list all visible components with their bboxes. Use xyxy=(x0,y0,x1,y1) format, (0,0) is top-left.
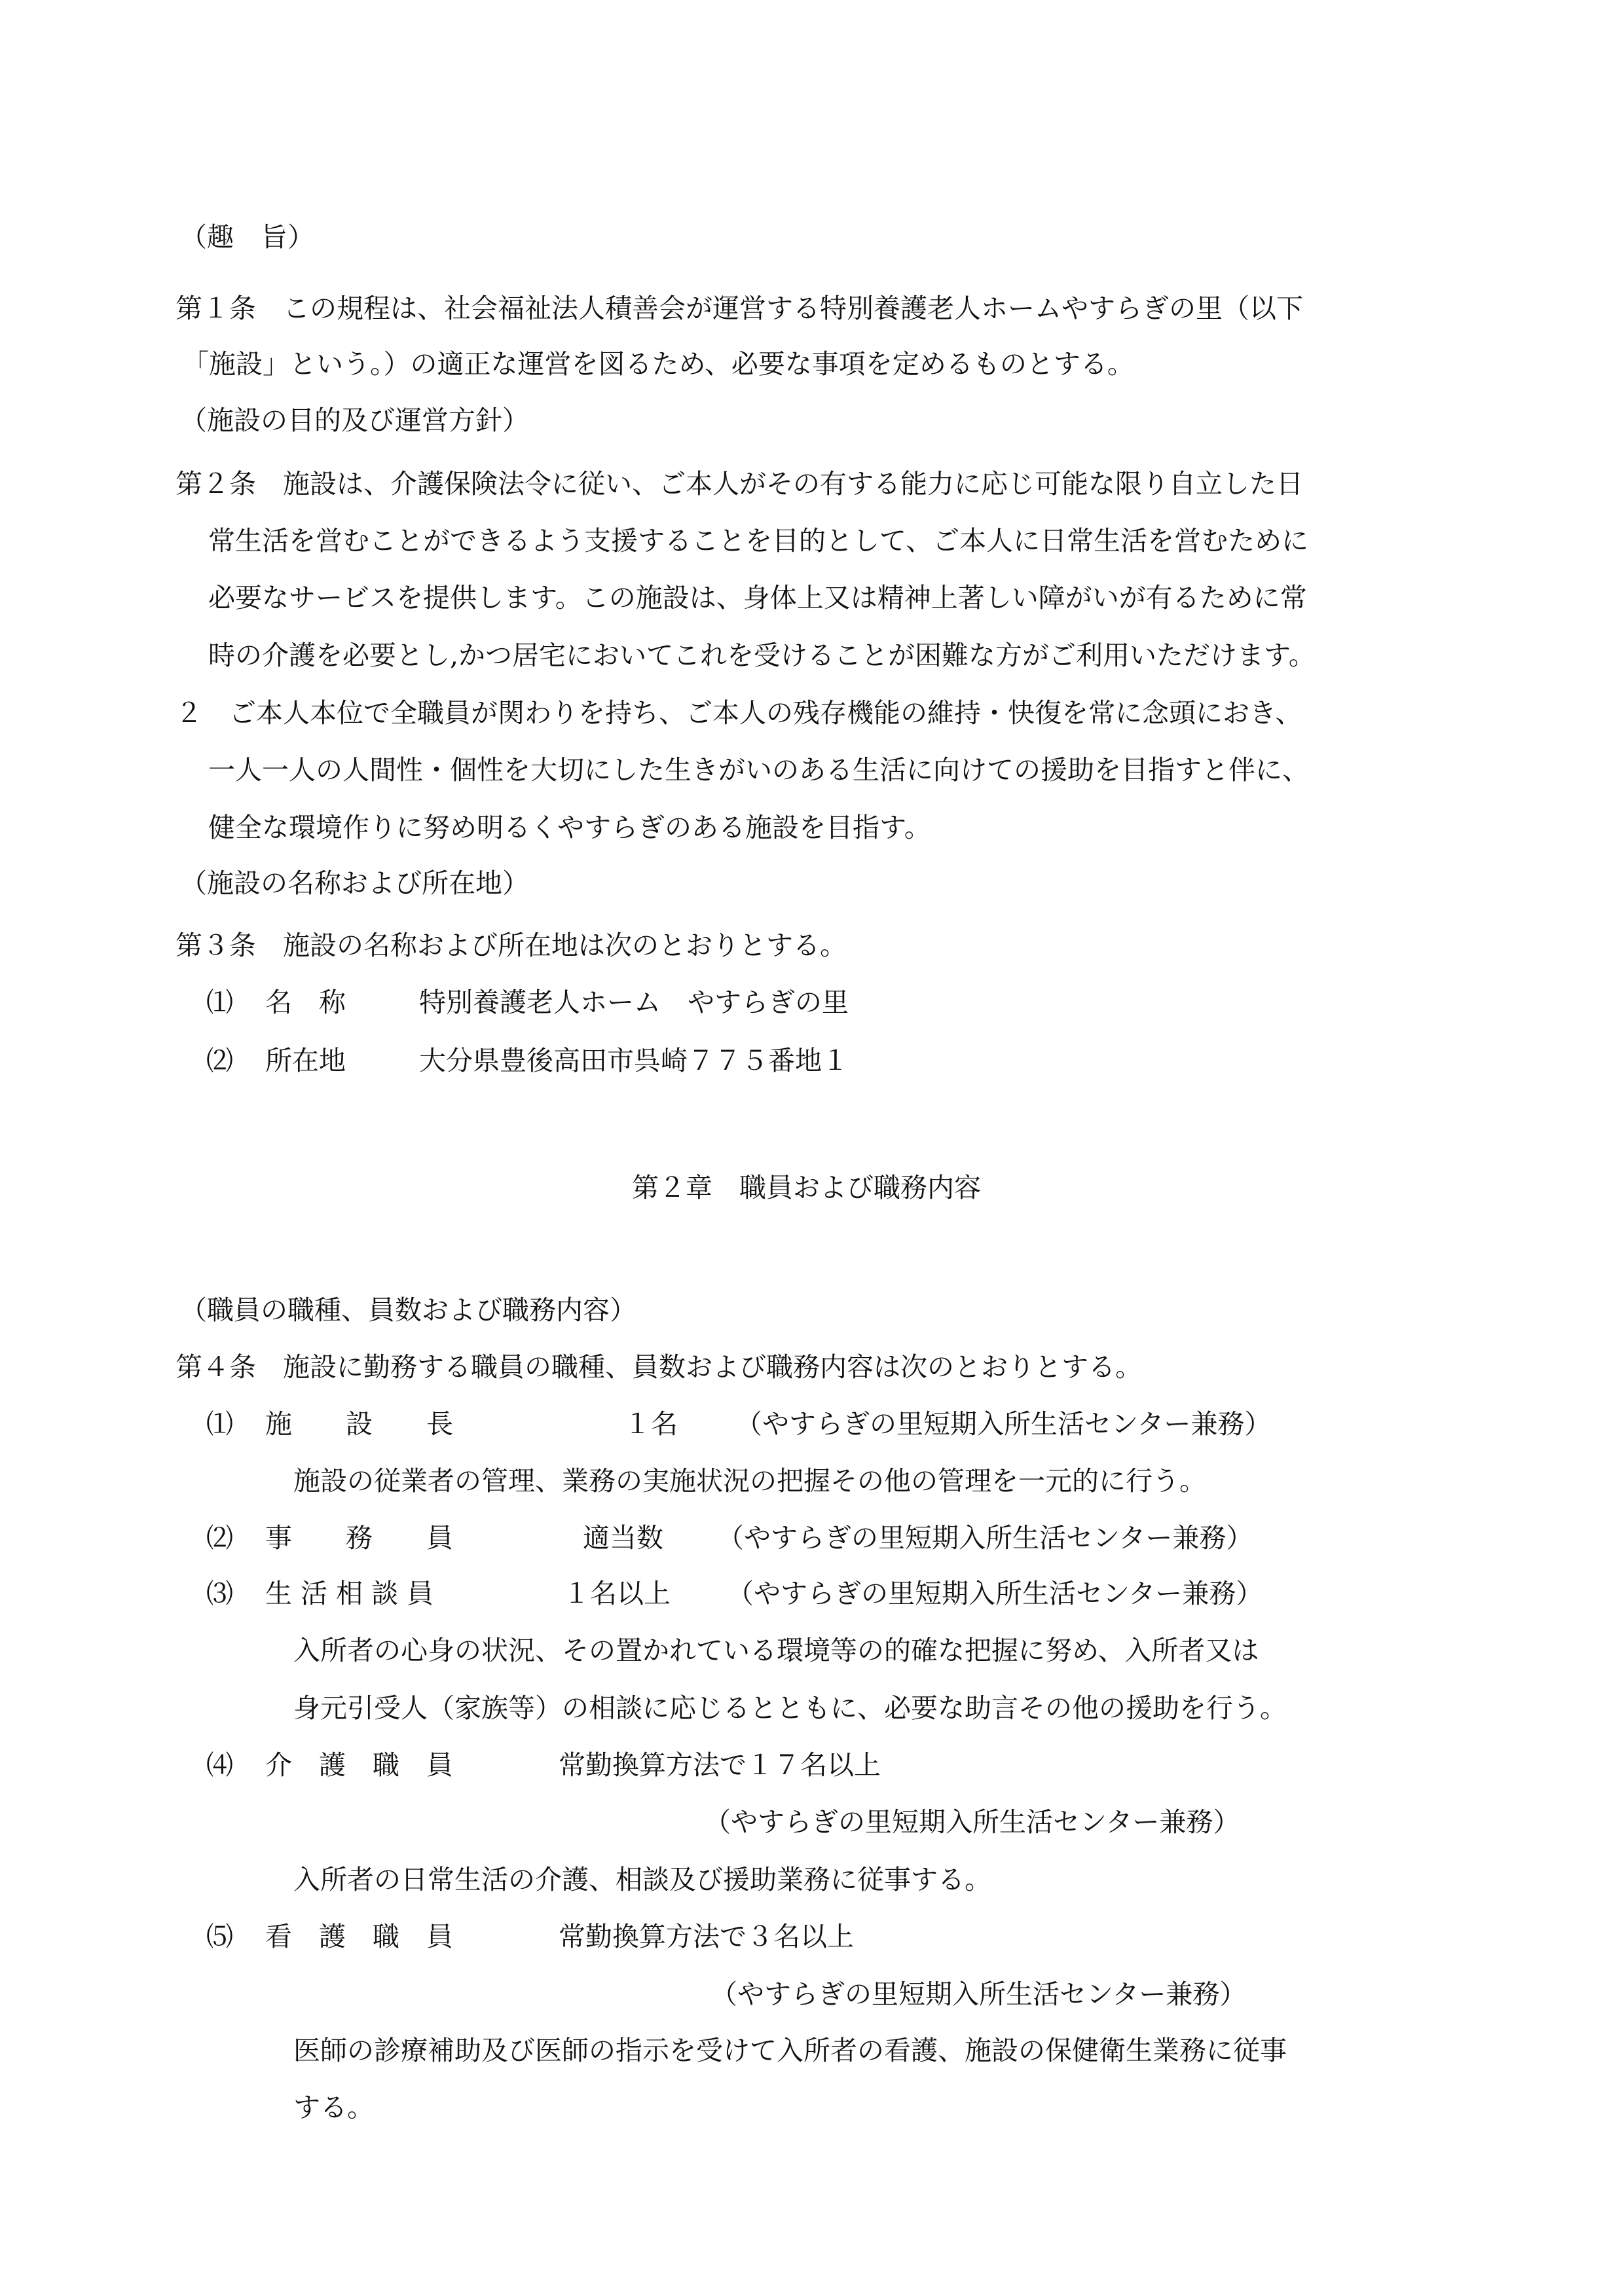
item-label: 所在地 xyxy=(265,1045,346,1076)
staff-item-nurse xyxy=(206,1920,854,1954)
staff-role: 事 務 員 xyxy=(265,1522,453,1554)
article4-heading: （職員の職種、員数および職務内容） xyxy=(180,1294,637,1326)
item-number: ⑵ xyxy=(206,1045,233,1076)
staff-role: 看 護 職 員 xyxy=(265,1921,453,1952)
staff-description-line: 医師の診療補助及び医師の指示を受けて入所者の看護、施設の保健衛生業務に従事 xyxy=(293,2035,1287,2066)
staff-role: 施 設 長 xyxy=(265,1408,453,1440)
staff-description-line: 入所者の心身の状況、その置かれている環境等の的確な把握に努め、入所者又は xyxy=(293,1635,1259,1666)
item-value: 大分県豊後高田市呉崎７７５番地１ xyxy=(419,1045,849,1076)
item-number: ⑴ xyxy=(206,987,233,1018)
staff-item-director xyxy=(206,1407,1271,1441)
article2-paragraph2-line: ２ ご本人本位で全職員が関わりを持ち、ご本人の残存機能の維持・快復を常に念頭におき、 xyxy=(175,697,1302,729)
item-number: ⑴ xyxy=(206,1408,233,1440)
staff-description-line: 身元引受人（家族等）の相談に応じるとともに、必要な助言その他の援助を行う。 xyxy=(293,1692,1287,1724)
chapter-title: 第２章 職員および職務内容 xyxy=(632,1172,981,1203)
staff-count: 常勤換算方法で３名以上 xyxy=(559,1921,854,1952)
article2-text-line: 必要なサービスを提供します。この施設は、身体上又は精神上著しい障がいが有るために常 xyxy=(208,582,1307,613)
staff-count: 適当数 xyxy=(583,1522,663,1554)
staff-role: 生 活 相 談 員 xyxy=(265,1578,434,1609)
article3-text-line: 第３条 施設の名称および所在地は次のとおりとする。 xyxy=(175,930,847,961)
item-number: ⑵ xyxy=(206,1522,233,1554)
staff-note: （やすらぎの里短期入所生活センター兼務） xyxy=(717,1522,1253,1554)
staff-description-line: 入所者の日常生活の介護、相談及び援助業務に従事する。 xyxy=(293,1864,991,1895)
item-value: 特別養護老人ホーム やすらぎの里 xyxy=(419,987,849,1018)
article1-text-line: 「施設」という。）の適正な運営を図るため、必要な事項を定めるものとする。 xyxy=(182,348,1134,380)
staff-item-clerk xyxy=(206,1521,1253,1555)
article1-text-line: 第１条 この規程は、社会福祉法人積善会が運営する特別養護老人ホームやすらぎの里（以下 xyxy=(175,293,1303,324)
staff-description-line: 施設の従業者の管理、業務の実施状況の把握その他の管理を一元的に行う。 xyxy=(293,1465,1206,1497)
item-number: ⑸ xyxy=(206,1921,233,1952)
article4-text-line: 第４条 施設に勤務する職員の職種、員数および職務内容は次のとおりとする。 xyxy=(175,1351,1142,1383)
article3-item-address xyxy=(206,1044,849,1078)
item-number: ⑶ xyxy=(206,1578,233,1609)
staff-description-line: する。 xyxy=(293,2092,374,2123)
staff-note: （やすらぎの里短期入所生活センター兼務） xyxy=(710,1978,1247,2010)
article2-text-line: 常生活を営むことができるよう支援することを目的として、ご本人に日常生活を営むために xyxy=(208,525,1309,556)
article2-text-line: 第２条 施設は、介護保険法令に従い、ご本人がその有する能力に応じ可能な限り自立した日 xyxy=(175,468,1303,500)
staff-item-care-worker xyxy=(206,1748,881,1782)
staff-count: １名 xyxy=(624,1408,678,1440)
staff-role: 介 護 職 員 xyxy=(265,1749,453,1781)
item-number: ⑷ xyxy=(206,1749,233,1781)
staff-note: （やすらぎの里短期入所生活センター兼務） xyxy=(735,1408,1272,1440)
item-label: 名 称 xyxy=(265,987,346,1018)
article2-paragraph2-line: 健全な環境作りに努め明るくやすらぎのある施設を目指す。 xyxy=(208,812,931,843)
article2-text-line: 時の介護を必要とし,かつ居宅においてこれを受けることが困難な方がご利用いただけます。 xyxy=(208,640,1316,671)
article3-heading: （施設の名称および所在地） xyxy=(180,867,529,899)
staff-note: （やすらぎの里短期入所生活センター兼務） xyxy=(727,1578,1263,1609)
staff-count: １名以上 xyxy=(563,1578,671,1609)
staff-item-counselor xyxy=(206,1576,1263,1611)
staff-note: （やすらぎの里短期入所生活センター兼務） xyxy=(704,1806,1240,1838)
article3-item-name xyxy=(206,985,849,1019)
article2-heading: （施設の目的及び運営方針） xyxy=(180,405,529,436)
article2-paragraph2-line: 一人一人の人間性・個性を大切にした生きがいのある生活に向けての援助を目指すと伴に、 xyxy=(208,754,1309,786)
article1-heading: （趣 旨） xyxy=(180,221,314,253)
staff-count: 常勤換算方法で１７名以上 xyxy=(559,1749,881,1781)
